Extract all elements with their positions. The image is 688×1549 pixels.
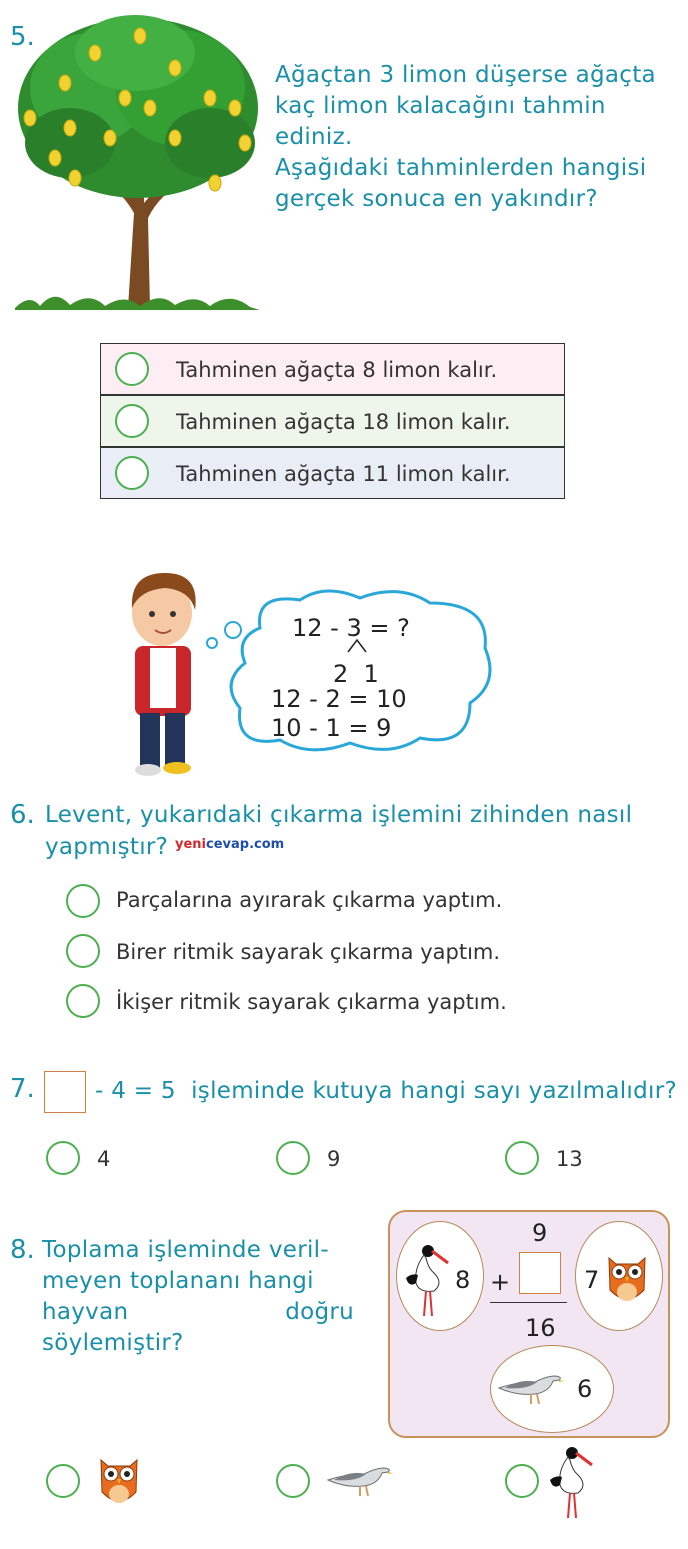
question-7-text: - 4 = 5 işleminde kutuya hangi sayı yazılmalıdır? [95,1078,677,1104]
q5-option-1[interactable] [100,343,565,395]
missing-addend-box[interactable] [519,1252,561,1294]
q7-option-3-radio[interactable] [505,1141,539,1175]
stork-icon [404,1243,452,1318]
q7-option-2-radio[interactable] [276,1141,310,1175]
question-6-line-2: yapmıştır? [45,834,169,860]
seagull-icon [497,1368,565,1408]
plus-sign: + [490,1268,511,1296]
question-5-line: kaç limon kalacağını tahmin ediniz. [275,93,606,150]
owl-icon [96,1452,142,1508]
question-5-line: Aşağıdaki tahminlerden hangisi [275,155,647,181]
q5-option-3-label: Tahminen ağaçta 11 limon kalır. [176,462,511,486]
q6-option-2-label: Birer ritmik sayarak çıkarma yaptım. [116,940,501,964]
bubble-line-2: 12 - 2 = 10 [271,685,407,713]
addition-result: 16 [525,1314,556,1342]
q8-option-owl-radio[interactable] [46,1464,80,1498]
watermark-a: yeni [175,837,207,852]
question-8-line: hayvan doğru söylemiştir? [42,1299,354,1356]
question-8-line: Toplama işleminde veril- [42,1237,329,1263]
question-5-number: 5. [10,22,35,52]
owl-icon [604,1250,650,1306]
q6-option-2-radio[interactable] [66,934,100,968]
q5-option-1-label: Tahminen ağaçta 8 limon kalır. [176,358,498,382]
question-8-text [42,1235,354,1359]
radio-circle[interactable] [115,352,149,386]
q6-option-3-radio[interactable] [66,984,100,1018]
q6-option-1-radio[interactable] [66,884,100,918]
q6-option-1-label: Parçalarına ayırarak çıkarma yaptım. [116,888,503,912]
q8-option-stork-radio[interactable] [505,1464,539,1498]
watermark [175,837,284,852]
question-6-line-1: Levent, yukarıdaki çıkarma işlemini zihinden nasıl [45,802,633,828]
q7-option-3-label: 13 [556,1147,583,1171]
question-5-line: gerçek sonuca en yakındır? [275,186,598,212]
sum-line [490,1302,567,1303]
q7-option-1-radio[interactable] [46,1141,80,1175]
bubble-split: 2 1 [333,660,379,688]
q5-option-2-label: Tahminen ağaçta 18 limon kalır. [176,410,511,434]
question-8-line: meyen toplananı hangi [42,1268,314,1294]
watermark-b: cevap.com [206,837,285,852]
q7-answer-box[interactable] [44,1071,86,1113]
question-5-text [275,60,685,215]
stork-value: 8 [455,1266,471,1294]
addition-top-number: 9 [532,1219,548,1247]
lemon-tree-image [10,8,265,313]
radio-circle[interactable] [115,456,149,490]
q7-option-1-label: 4 [97,1147,111,1171]
q5-option-2[interactable] [100,395,565,447]
stork-icon [548,1445,596,1520]
question-5-line: Ağaçtan 3 limon düşerse ağaçta [275,62,656,88]
question-7-number: 7. [10,1074,35,1104]
q8-option-gull-radio[interactable] [276,1464,310,1498]
q7-option-2-label: 9 [327,1147,341,1171]
radio-circle[interactable] [115,404,149,438]
question-8-number: 8. [10,1235,35,1265]
q6-option-3-label: İkişer ritmik sayarak çıkarma yaptım. [116,990,507,1014]
gull-value: 6 [577,1375,593,1403]
bubble-line-3: 10 - 1 = 9 [271,714,392,742]
bubble-line-1: 12 - 3 = ? [292,614,410,642]
seagull-icon [326,1460,394,1500]
owl-value: 7 [584,1266,600,1294]
q5-option-3[interactable] [100,447,565,499]
question-6-number: 6. [10,800,35,830]
